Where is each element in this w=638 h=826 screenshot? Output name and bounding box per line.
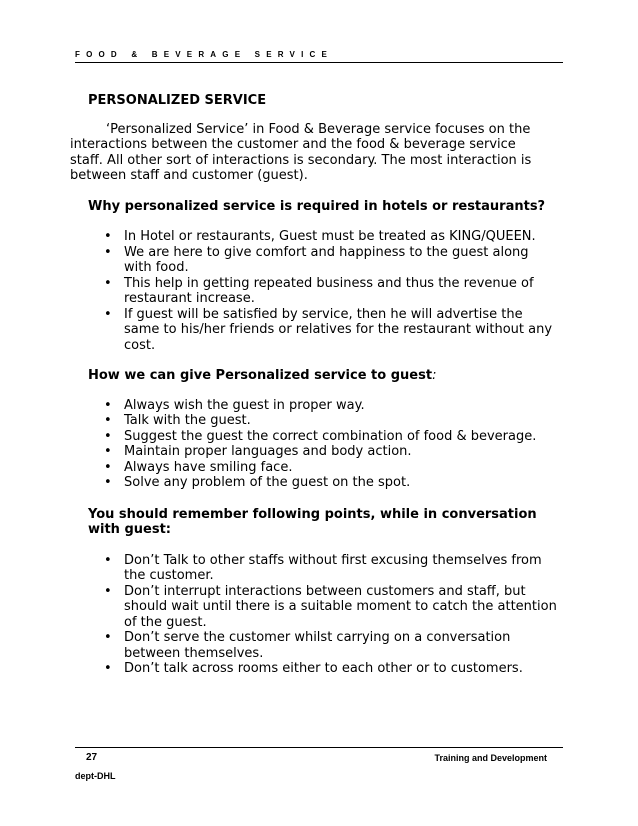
list-item — [88, 661, 558, 677]
bullet-icon: • — [104, 583, 112, 599]
bullet-icon: • — [104, 397, 112, 413]
list-item-text: Always wish the guest in proper way. — [124, 397, 365, 413]
bullet-icon: • — [104, 413, 112, 428]
list-item — [88, 584, 558, 631]
list-item — [88, 398, 558, 414]
bullet-icon: • — [104, 444, 112, 459]
list-item-text: Talk with the guest. — [124, 413, 251, 428]
list-item-text: In Hotel or restaurants, Guest must be treated as KING/QUEEN. — [124, 229, 536, 244]
list-item — [88, 460, 558, 476]
bullet-icon: • — [104, 428, 112, 444]
why-list — [88, 229, 558, 353]
list-item-text: Always have smiling face. — [124, 459, 293, 475]
footer-rule — [75, 747, 563, 748]
how-question-suffix: : — [432, 368, 437, 383]
list-item — [88, 630, 558, 661]
bullet-icon: • — [104, 459, 112, 475]
list-item-text: We are here to give comfort and happiness to the guest along with food. — [124, 244, 529, 275]
list-item — [88, 229, 558, 245]
how-question — [88, 368, 558, 384]
list-item — [88, 276, 558, 307]
list-item-text: Solve any problem of the guest on the spot. — [124, 475, 411, 490]
list-item-text: Maintain proper languages and body action. — [124, 444, 412, 459]
bullet-icon: • — [104, 244, 112, 260]
why-question: Why personalized service is required in hotels or restaurants? — [88, 198, 546, 214]
bullet-icon: • — [104, 475, 112, 490]
bullet-icon: • — [104, 306, 112, 322]
remember-question: You should remember following points, while in conversation with guest: — [88, 506, 537, 537]
bullet-icon: • — [104, 552, 112, 568]
list-item-text: Suggest the guest the correct combination of food & beverage. — [124, 428, 537, 444]
list-item-text: Don’t interrupt interactions between customers and staff, but should wait until there is a suitable moment to catch the attention of the guest. — [124, 583, 557, 630]
list-item — [88, 307, 558, 354]
list-item — [88, 444, 558, 460]
list-item-text: Don’t serve the customer whilst carrying on a conversation between themselves. — [124, 630, 511, 661]
list-item — [88, 245, 558, 276]
list-item-text: Don’t Talk to other staffs without first excusing themselves from the customer. — [124, 552, 542, 583]
how-question-text: How we can give Personalized service to guest — [88, 368, 433, 383]
page-number: 27 — [86, 752, 98, 763]
bullet-icon: • — [104, 275, 112, 291]
header-rule — [75, 62, 563, 63]
bullet-icon: • — [104, 630, 112, 645]
list-item-text: If guest will be satisfied by service, then he will advertise the same to his/her friends or relatives for the restaurant without any cost. — [124, 306, 553, 353]
list-item — [88, 429, 558, 445]
list-item — [88, 553, 558, 584]
footer-department-title: Training and Development — [434, 753, 547, 763]
section-title: PERSONALIZED SERVICE — [88, 93, 267, 108]
list-item-text: Don’t talk across rooms either to each other or to customers. — [124, 661, 523, 676]
remember-list — [88, 553, 558, 677]
intro-paragraph: ‘Personalized Service’ in Food & Beverage service focuses on the interactions between the customer and the food & beverage service staff. All other sort of interactions is secondary. The most interaction is between staff and customer (guest). — [70, 121, 532, 183]
bullet-icon: • — [104, 661, 112, 676]
bullet-icon: • — [104, 229, 112, 244]
how-list — [88, 398, 558, 491]
running-header: FOOD & BEVERAGE SERVICE — [75, 50, 334, 59]
list-item — [88, 413, 558, 429]
list-item — [88, 475, 558, 491]
footer-dept: dept-DHL — [75, 771, 116, 781]
list-item-text: This help in getting repeated business and thus the revenue of restaurant increase. — [124, 275, 534, 306]
page-content — [70, 93, 558, 677]
